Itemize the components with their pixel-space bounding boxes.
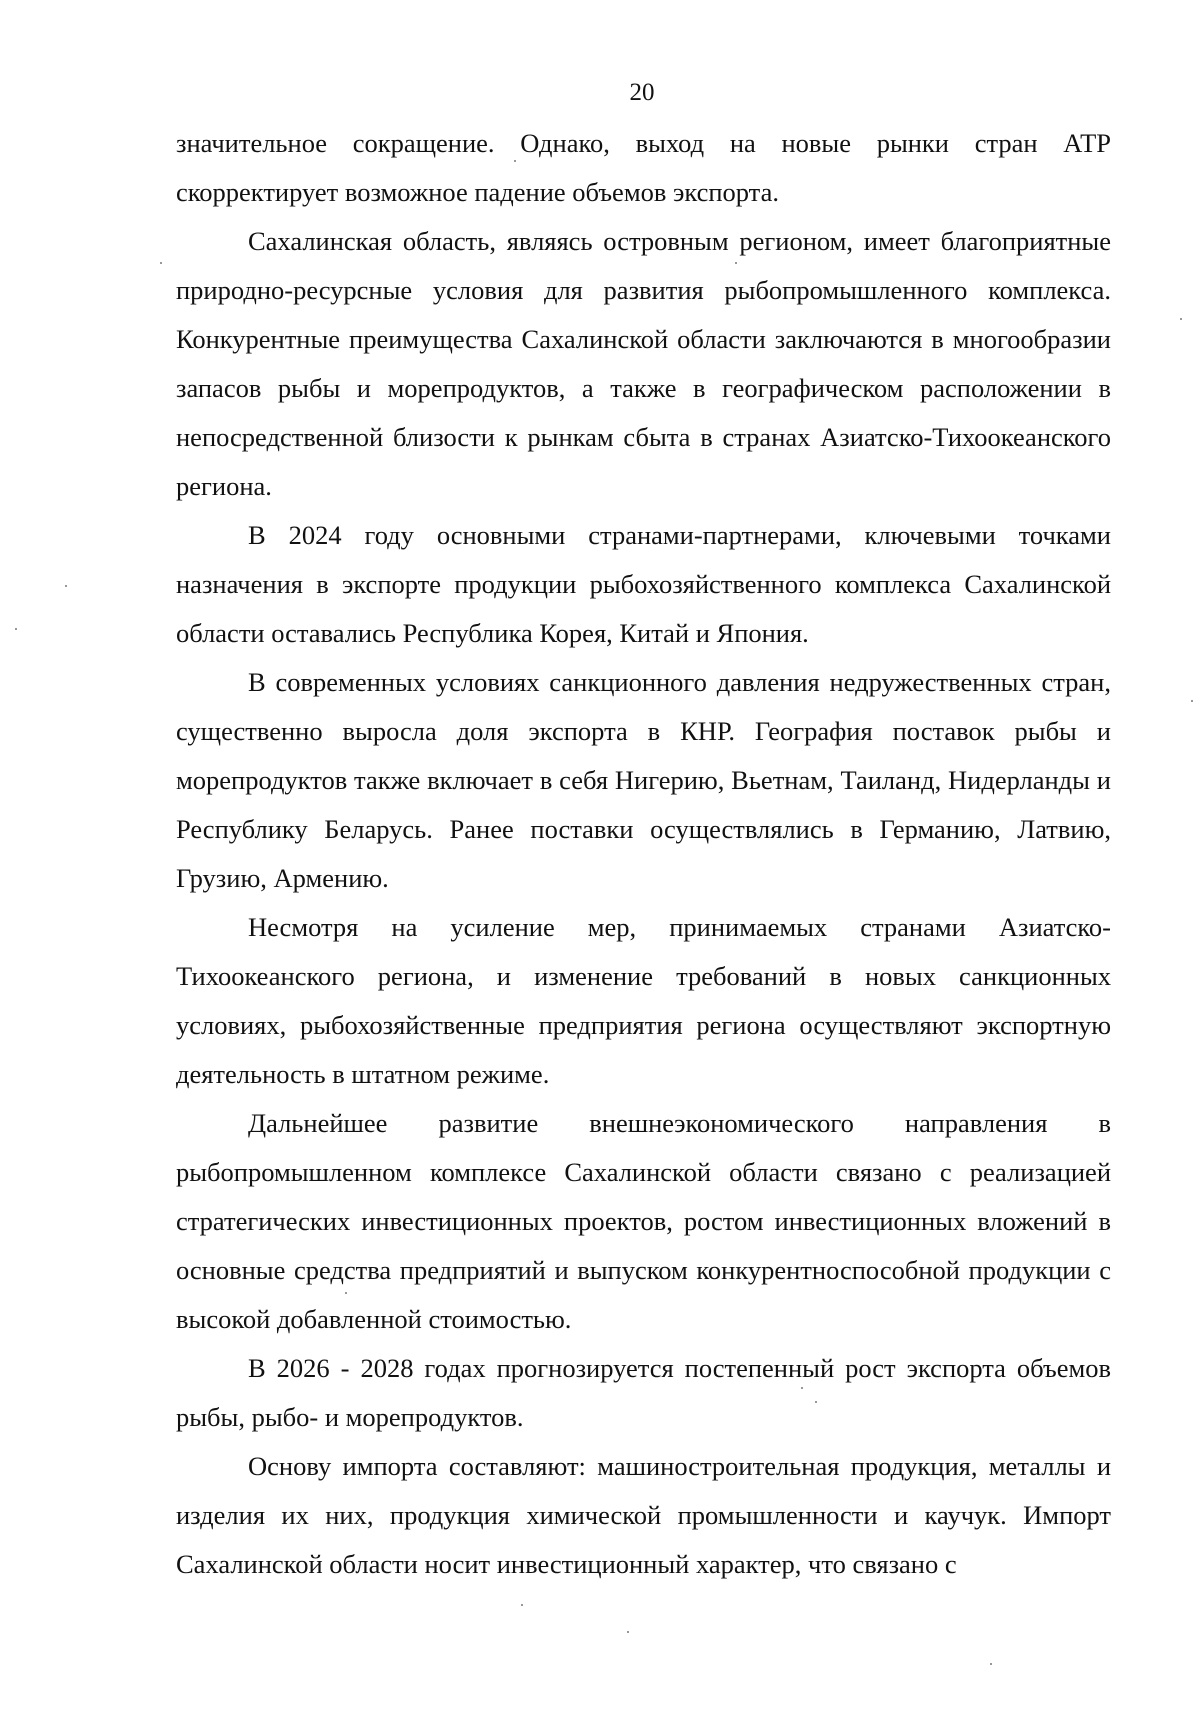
paragraph-partner-countries-2024: В 2024 году основными странами-партнерами, ключевыми точками назначения в экспорте продукции рыбохозяйственного комплекса Сахалинской области оставались Республика Корея, Китай и Япония.: [176, 520, 1111, 648]
scan-speck: [514, 160, 516, 162]
page-number: 20: [629, 79, 655, 106]
scan-speck: [990, 1663, 992, 1665]
scan-speck: [15, 628, 17, 630]
paragraph-export-activity: Несмотря на усиление мер, принимаемых странами Азиатско-Тихоокеанского региона, и изменение требований в новых санкционных условиях, рыбохозяйственные предприятия региона осуществляют экспортную деятельность в штатном режиме.: [176, 912, 1111, 1089]
scan-speck: [160, 262, 162, 264]
scan-speck: [815, 1401, 817, 1403]
paragraph-import-basis: Основу импорта составляют: машиностроительная продукция, металлы и изделия их них, продукция химической промышленности и каучук. Импорт Сахалинской области носит инвестиционный характер, что связано с: [176, 1451, 1111, 1579]
scan-speck: [521, 1604, 523, 1606]
paragraph-sakhalin-advantages: Сахалинская область, являясь островным регионом, имеет благоприятные природно-ресурсные условия для развития рыбопромышленного комплекса. Конкурентные преимущества Сахалинской области заключаются в многообразии запасов рыбы и морепродуктов, а также в географическом расположении в непосредственной близости к рынкам сбыта в странах Азиатско-Тихоокеанского региона.: [176, 226, 1111, 501]
paragraph-forecast-2026-2028: В 2026 - 2028 годах прогнозируется постепенный рост экспорта объемов рыбы, рыбо- и морепродуктов.: [176, 1353, 1111, 1432]
scan-speck: [65, 585, 67, 587]
scan-speck: [801, 1387, 803, 1389]
paragraph-export-reduction: значительное сокращение. Однако, выход на новые рынки стран АТР скорректирует возможное падение объемов экспорта.: [176, 128, 1111, 207]
scan-speck: [1191, 700, 1193, 702]
scan-speck: [1180, 318, 1182, 320]
scan-speck: [627, 1631, 629, 1633]
body-text: [176, 119, 1111, 1589]
scan-speck: [345, 1292, 347, 1294]
paragraph-sanctions-geography: В современных условиях санкционного давления недружественных стран, существенно выросла доля экспорта в КНР. География поставок рыбы и морепродуктов также включает в себя Нигерию, Вьетнам, Таиланд, Нидерланды и Республику Беларусь. Ранее поставки осуществлялись в Германию, Латвию, Грузию, Армению.: [176, 667, 1111, 893]
scan-speck: [735, 262, 737, 264]
paragraph-development: Дальнейшее развитие внешнеэкономического направления в рыбопромышленном комплексе Сахалинской области связано с реализацией стратегических инвестиционных проектов, ростом инвестиционных вложений в основные средства предприятий и выпуском конкурентноспособной продукции с высокой добавленной стоимостью.: [176, 1108, 1111, 1334]
